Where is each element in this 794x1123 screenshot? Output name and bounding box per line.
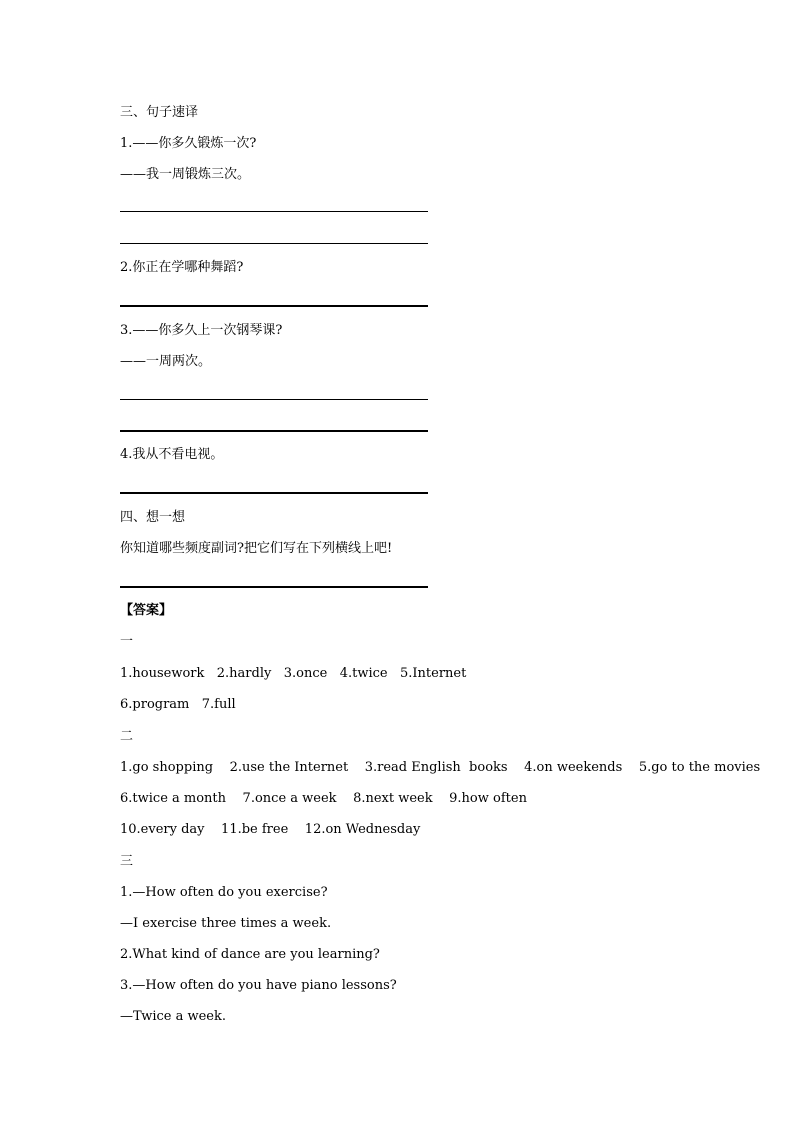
answers-part3-line5: —Twice a week. — [120, 1009, 227, 1024]
answers-part3-line1: 1.—How often do you exercise? — [120, 885, 328, 900]
answers-part1-label: 一 — [120, 634, 134, 649]
question-4: 4.我从不看电视。 — [120, 447, 224, 462]
answer-line[interactable] — [120, 243, 428, 244]
question-1b: ——我一周锻炼三次。 — [120, 167, 251, 182]
answers-part1-line2: 6.program 7.full — [120, 697, 236, 712]
answer-line[interactable] — [120, 586, 428, 588]
question-3b: ——一周两次。 — [120, 354, 212, 369]
answers-part1-line1: 1.housework 2.hardly 3.once 4.twice 5.Internet — [120, 666, 467, 681]
answer-line[interactable] — [120, 492, 428, 494]
question-1a: 1.——你多久锻炼一次? — [120, 136, 257, 151]
answers-title: 【答案】 — [120, 603, 173, 618]
answers-part3-line4: 3.—How often do you have piano lessons? — [120, 978, 397, 993]
question-3a: 3.——你多久上一次钢琴课? — [120, 323, 283, 338]
section4-title: 四、想一想 — [120, 510, 186, 525]
section3-title: 三、句子速译 — [120, 105, 199, 120]
answers-part2-line2: 6.twice a month 7.once a week 8.next week 9.how often — [120, 791, 527, 806]
answers-part3-label: 三 — [120, 854, 134, 869]
answers-part3-line3: 2.What kind of dance are you learning? — [120, 947, 380, 962]
question-2: 2.你正在学哪种舞蹈? — [120, 260, 244, 275]
answers-part2-line1: 1.go shopping 2.use the Internet 3.read English books 4.on weekends 5.go to the movies — [120, 760, 761, 775]
answer-line[interactable] — [120, 305, 428, 307]
answer-line[interactable] — [120, 211, 428, 212]
answer-line[interactable] — [120, 399, 428, 400]
answers-part2-line3: 10.every day 11.be free 12.on Wednesday — [120, 822, 421, 837]
section4-prompt: 你知道哪些频度副词?把它们写在下列横线上吧! — [120, 541, 393, 556]
answer-line[interactable] — [120, 430, 428, 432]
answers-part3-line2: —I exercise three times a week. — [120, 916, 332, 931]
answers-part2-label: 二 — [120, 729, 134, 744]
